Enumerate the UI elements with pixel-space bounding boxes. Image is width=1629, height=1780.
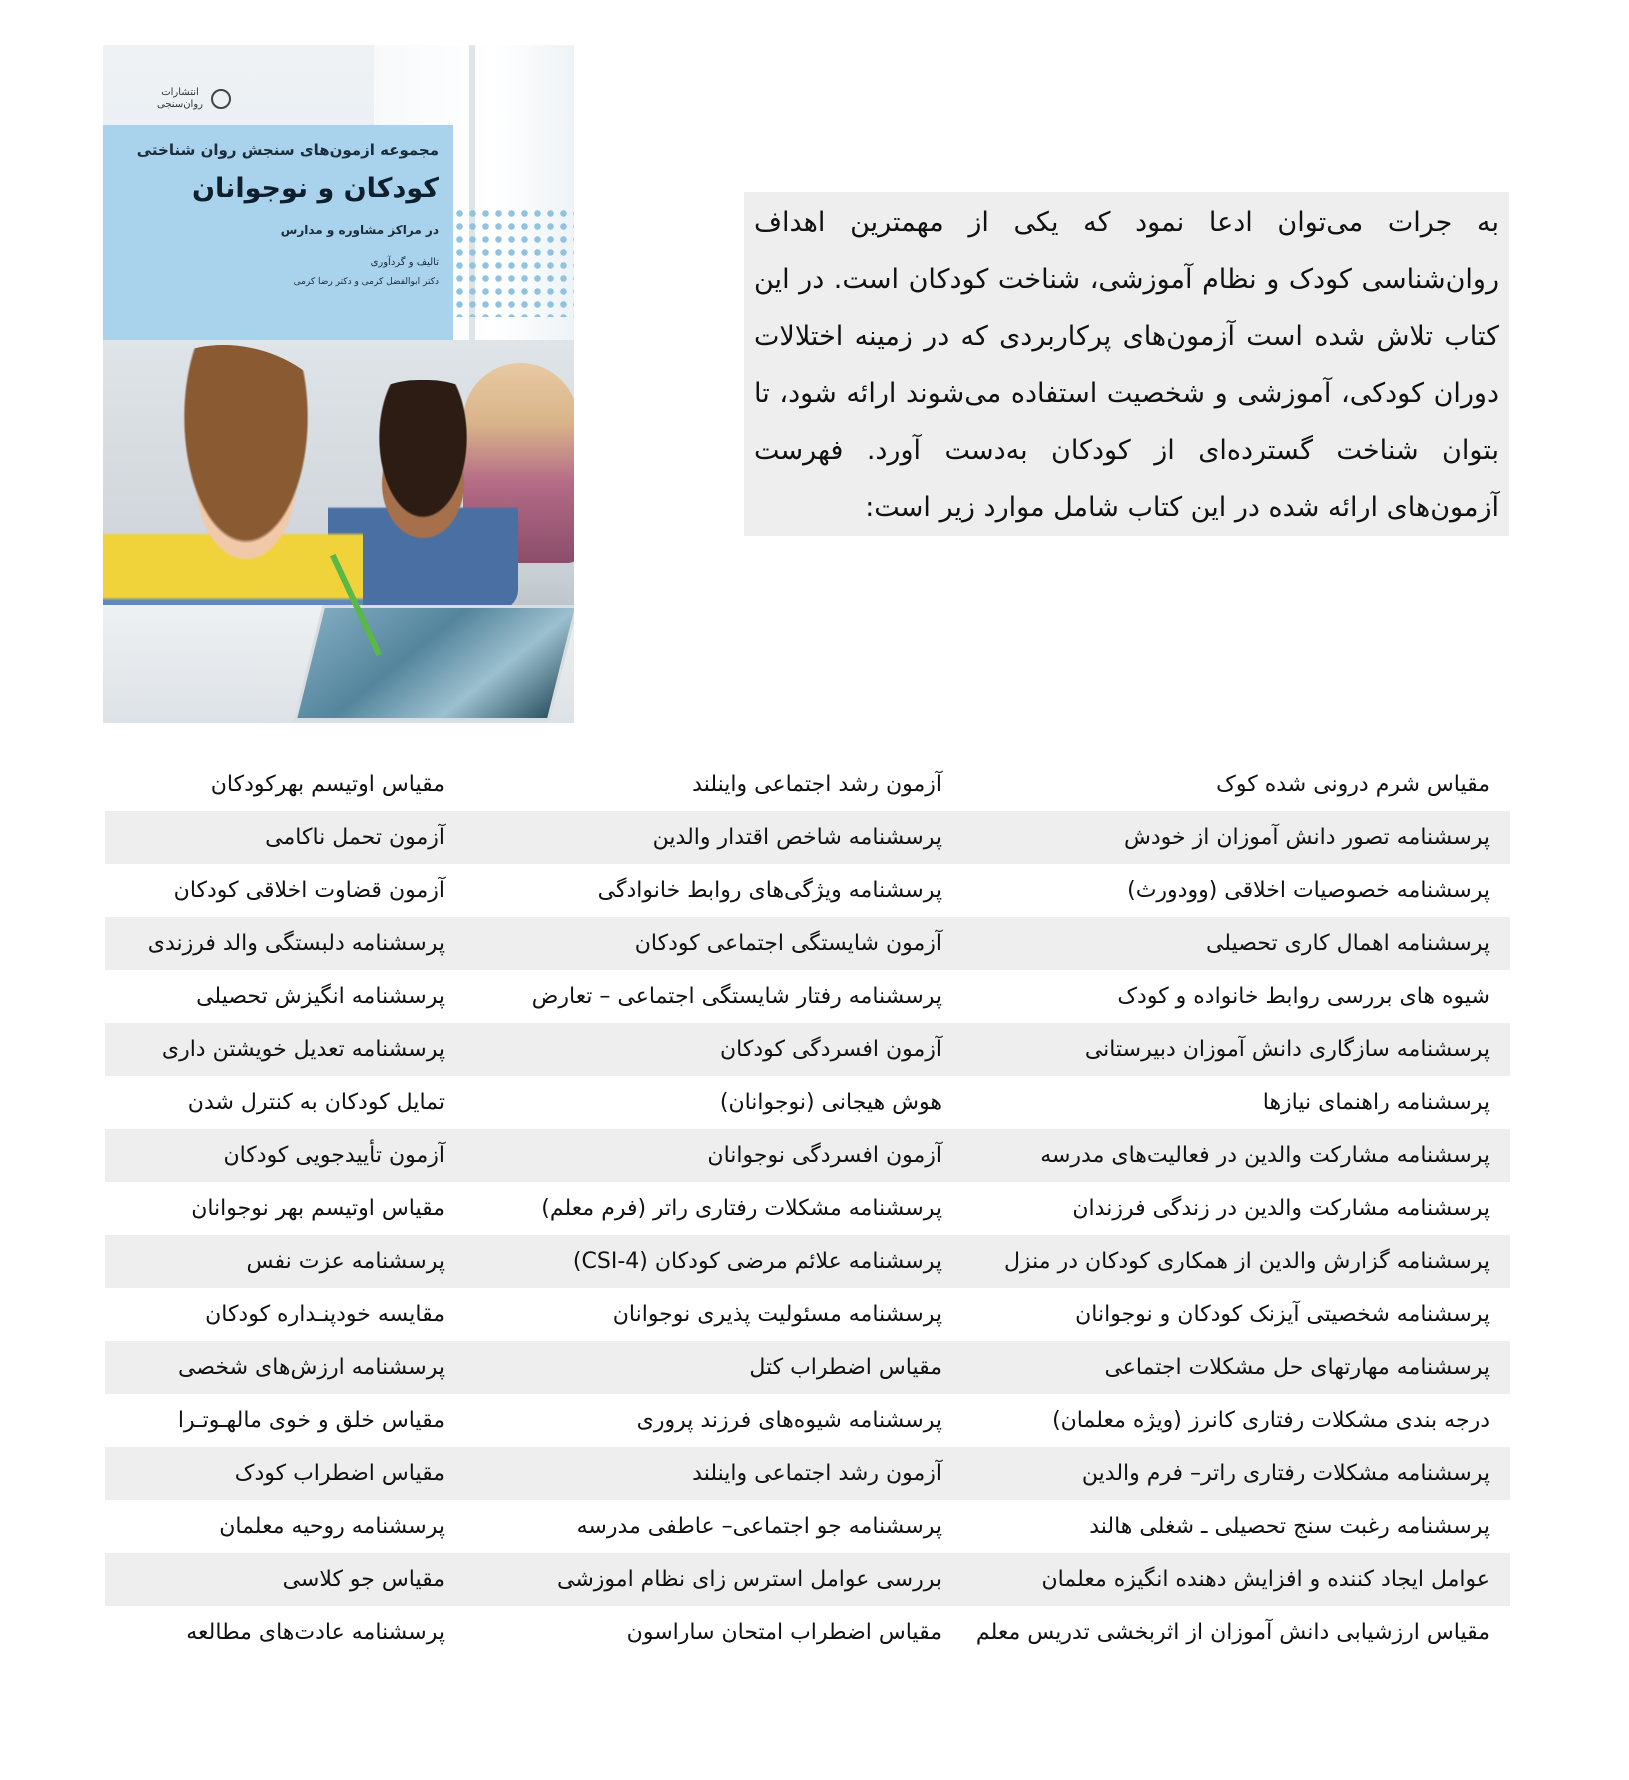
test-name: پرسشنامه شیوه‌های فرزند پروری xyxy=(636,1408,942,1433)
test-name: پرسشنامه ویژگی‌های روابط خانوادگی xyxy=(597,878,942,903)
book-cover-image xyxy=(103,45,574,723)
test-name: پرسشنامه مشکلات رفتاری راتر– فرم والدین xyxy=(1081,1461,1490,1486)
table-row xyxy=(105,1341,1510,1394)
test-name: مقیاس اضطراب امتحان ساراسون xyxy=(626,1620,942,1645)
test-name: آزمون افسردگی کودکان xyxy=(720,1037,942,1062)
table-row xyxy=(105,1553,1510,1606)
test-name: مقیاس اوتیسم بهرکودکان xyxy=(210,772,445,797)
test-name: پرسشنامه دلبستگی والد فرزندی xyxy=(147,931,445,956)
intro-paragraph: به جرات می‌توان ادعا نمود که یکی از مهمترین اهداف روان‌شناسی کودک و نظام آموزشی، شناخت کودکان است. در این کتاب تلاش شده است آزمون‌های پرکاربردی که در زمینه اختلالات دوران کودکی، آموزشی و شخصیت استفاده می‌شوند ارائه شود، تا بتوان شناخت گسترده‌ای از کودکان به‌دست آورد. فهرست آزمون‌های ارائه شده در این کتاب شامل موارد زیر است: xyxy=(744,192,1509,536)
table-row xyxy=(105,864,1510,917)
test-name: پرسشنامه سازگاری دانش آموزان دبیرستانی xyxy=(1084,1037,1490,1062)
test-name: آزمون رشد اجتماعی واینلند xyxy=(692,1461,942,1486)
cover-series-title: مجموعه ازمون‌های سنجش روان شناختی xyxy=(136,141,439,159)
test-name: آزمون قضاوت اخلاقی کودکان xyxy=(173,878,445,903)
table-row xyxy=(105,1129,1510,1182)
test-name: پرسشنامه خصوصیات اخلاقی (وودورث) xyxy=(1127,878,1490,903)
table-row xyxy=(105,1500,1510,1553)
table-row xyxy=(105,1076,1510,1129)
table-row xyxy=(105,1447,1510,1500)
publisher-name: انتشارات روان‌سنجی xyxy=(157,87,203,110)
test-name: آزمون تأییدجویی کودکان xyxy=(223,1143,445,1168)
test-name: مقیاس اوتیسم بهر نوجوانان xyxy=(191,1196,445,1221)
test-name: پرسشنامه مشکلات رفتاری راتر (فرم معلم) xyxy=(541,1196,942,1221)
test-name: آزمون رشد اجتماعی واینلند xyxy=(692,772,942,797)
test-name: پرسشنامه مشارکت والدین در فعالیت‌های مدرسه xyxy=(1040,1143,1490,1168)
test-name: مقیاس خلق و خوی مالهـوتـرا xyxy=(177,1408,445,1433)
test-name: پرسشنامه شخصیتی آیزنک کودکان و نوجوانان xyxy=(1075,1302,1490,1327)
test-name: مقیاس شرم درونی شده کوک xyxy=(1216,772,1490,797)
test-name: مقیاس جو کلاسی xyxy=(282,1567,445,1592)
table-row xyxy=(105,1394,1510,1447)
test-name: پرسشنامه جو اجتماعی– عاطفی مدرسه xyxy=(576,1514,942,1539)
test-name: آزمون تحمل ناکامی xyxy=(265,825,445,850)
table-row xyxy=(105,917,1510,970)
publisher-logo xyxy=(151,83,231,113)
table-row xyxy=(105,1606,1510,1659)
table-row xyxy=(105,1182,1510,1235)
test-name: پرسشنامه علائم مرضی کودکان (CSI-4) xyxy=(572,1249,942,1274)
table-row xyxy=(105,1235,1510,1288)
test-name: مقایسه خودپنـداره کودکان xyxy=(205,1302,445,1327)
test-name: پرسشنامه تصور دانش آموزان از خودش xyxy=(1124,825,1490,850)
test-name: پرسشنامه روحیه معلمان xyxy=(219,1514,445,1539)
cover-dot-pattern xyxy=(453,207,574,317)
test-name: پرسشنامه مسئولیت پذیری نوجوانان xyxy=(612,1302,942,1327)
test-name: پرسشنامه عادت‌های مطالعه xyxy=(186,1620,445,1645)
test-name: بررسی عوامل استرس زای نظام اموزشی xyxy=(557,1567,942,1592)
test-name: عوامل ایجاد کننده و افزایش دهنده انگیزه معلمان xyxy=(1041,1567,1490,1592)
test-name: مقیاس اضطراب کتل xyxy=(749,1355,942,1380)
cover-title-band xyxy=(103,125,453,340)
test-name: پرسشنامه انگیزش تحصیلی xyxy=(196,984,445,1009)
table-row xyxy=(105,811,1510,864)
test-name: پرسشنامه ارزش‌های شخصی xyxy=(177,1355,445,1380)
cover-authors: دکتر ابوالفضل کرمی و دکتر رضا کرمی xyxy=(293,277,439,287)
test-name: پرسشنامه شاخص اقتدار والدین xyxy=(652,825,942,850)
test-name: مقیاس اضطراب کودک xyxy=(234,1461,445,1486)
test-name: آزمون شایستگی اجتماعی کودکان xyxy=(634,931,942,956)
table-row xyxy=(105,1288,1510,1341)
publisher-emblem-icon xyxy=(211,89,231,109)
test-name: آزمون افسردگی نوجوانان xyxy=(707,1143,942,1168)
cover-subtitle: در مراکز مشاوره و مدارس xyxy=(280,223,439,237)
test-name: درجه بندی مشکلات رفتاری کانرز (ویژه معلمان) xyxy=(1052,1408,1490,1433)
test-name: تمایل کودکان به کنترل شدن xyxy=(187,1090,445,1115)
test-name: پرسشنامه اهمال کاری تحصیلی xyxy=(1205,931,1490,956)
test-name: هوش هیجانی (نوجوانان) xyxy=(719,1090,942,1115)
test-name: پرسشنامه گزارش والدین از همکاری کودکان در منزل xyxy=(1004,1249,1490,1274)
test-name: پرسشنامه مشارکت والدین در زندگی فرزندان xyxy=(1072,1196,1490,1221)
table-row xyxy=(105,970,1510,1023)
table-row xyxy=(105,1023,1510,1076)
tests-list xyxy=(105,758,1510,1659)
test-name: مقیاس ارزشیابی دانش آموزان از اثربخشی تدریس معلم xyxy=(975,1620,1490,1645)
cover-author-label: تالیف و گردآوری xyxy=(370,257,439,268)
test-name: شیوه های بررسی روابط خانواده و کودک xyxy=(1117,984,1490,1009)
test-name: پرسشنامه رفتار شایستگی اجتماعی – تعارض xyxy=(531,984,942,1009)
test-name: پرسشنامه مهارتهای حل مشکلات اجتماعی xyxy=(1104,1355,1490,1380)
cover-tablet xyxy=(294,605,574,721)
test-name: پرسشنامه تعدیل خویشتن داری xyxy=(161,1037,445,1062)
test-name: پرسشنامه رغبت سنج تحصیلی ـ شغلی هالند xyxy=(1089,1514,1490,1539)
table-row xyxy=(105,758,1510,811)
cover-main-title: کودکان و نوجوانان xyxy=(192,173,439,204)
test-name: پرسشنامه عزت نفس xyxy=(246,1249,445,1274)
test-name: پرسشنامه راهنمای نیازها xyxy=(1262,1090,1490,1115)
